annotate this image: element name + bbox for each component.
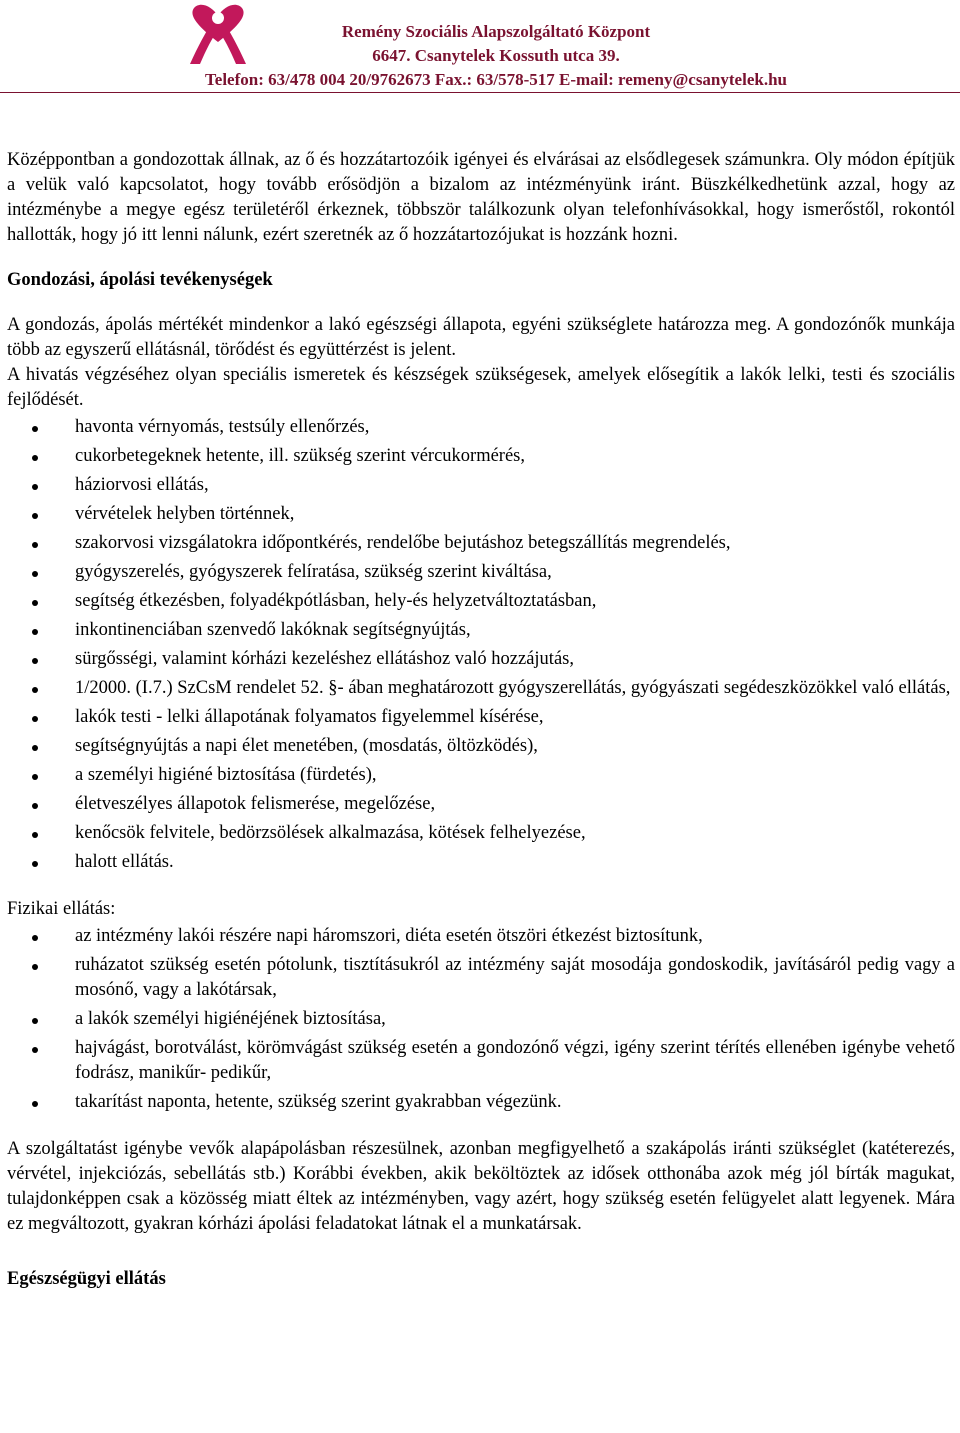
physical-care-list xyxy=(7,922,955,1117)
list-item: havonta vérnyomás, testsúly ellenőrzés, xyxy=(7,413,955,442)
list-item: lakók testi - lelki állapotának folyamatos figyelemmel kísérése, xyxy=(7,703,955,732)
list-item: az intézmény lakói részére napi háromszori, diéta esetén ötszöri étkezést biztosítunk, xyxy=(7,922,955,951)
organization-contact: Telefon: 63/478 004 20/9762673 Fax.: 63/578-517 E-mail: remeny@csanytelek.hu xyxy=(205,70,787,89)
care-paragraph-1: A gondozás, ápolás mértékét mindenkor a lakó egészségi állapota, egyéni szükséglete határozza meg. A gondozónők munkája több az egyszerű ellátásnál, törődést és együttérzést is jelent. xyxy=(7,315,955,360)
list-item: a személyi higiéné biztosítása (fürdetés), xyxy=(7,761,955,790)
list-item: háziorvosi ellátás, xyxy=(7,471,955,500)
organization-name: Remény Szociális Alapszolgáltató Központ xyxy=(341,22,651,41)
list-item: cukorbetegeknek hetente, ill. szükség szerint vércukormérés, xyxy=(7,442,955,471)
list-item: takarítást naponta, hetente, szükség szerint gyakrabban végezünk. xyxy=(7,1088,955,1117)
care-activities-list xyxy=(7,413,955,877)
list-item: szakorvosi vizsgálatokra időpontkérés, rendelőbe bejutáshoz betegszállítás megrendelés, xyxy=(7,529,955,558)
intro-paragraph: Középpontban a gondozottak állnak, az ő és hozzátartozóik igényei és elvárásai az elsődlegesek számunkra. Oly módon építjük a velük való kapcsolatot, hogy tovább erősödjön a bizalom az intézményünk iránt. Büszkélkedhetünk azzal, hogy az intézménybe a megye egész területéről érkeznek, többször találkozunk olyan telefonhívásokkal, hogy ismerőstől, rokontól hallották, hogy jó itt lenni nálunk, ezért szeretnék az ő hozzátartozójukat is hozzánk hozni. xyxy=(7,150,955,245)
health-heading: Egészségügyi ellátás xyxy=(7,1269,166,1289)
document-body xyxy=(7,148,955,1292)
list-item: a lakók személyi higiénéjének biztosítása, xyxy=(7,1005,955,1034)
organization-details xyxy=(146,20,846,92)
list-item: halott ellátás. xyxy=(7,848,955,877)
care-heading: Gondozási, ápolási tevékenységek xyxy=(7,270,273,290)
list-item: sürgősségi, valamint kórházi kezeléshez ellátáshoz való hozzájutás, xyxy=(7,645,955,674)
list-item: hajvágást, borotválást, körömvágást szükség esetén a gondozónő végzi, igény szerint térítés ellenében igénybe vehető fodrász, manikűr- pedikűr, xyxy=(7,1034,955,1088)
organization-address: 6647. Csanytelek Kossuth utca 39. xyxy=(372,46,620,65)
list-item: életveszélyes állapotok felismerése, megelőzése, xyxy=(7,790,955,819)
closing-paragraph: A szolgáltatást igénybe vevők alapápolásban részesülnek, azonban megfigyelhető a szakápolás iránti szükséglet (katéterezés, vérvétel, injekciózás, sebellátás stb.) Korábbi években, akik beköltöztek az idősek otthonába azok még jól bírták magukat, tulajdonképpen csak a közösség miatt éltek az intézményben, vagy azért, hogy szükség esetén felügyelet alatt legyenek. Mára ez megváltozott, gyakran kórházi ápolási feladatokat látnak el a munkatársak. xyxy=(7,1139,955,1234)
letterhead xyxy=(0,0,960,89)
list-item: vérvételek helyben történnek, xyxy=(7,500,955,529)
list-item: segítség étkezésben, folyadékpótlásban, hely-és helyzetváltoztatásban, xyxy=(7,587,955,616)
physical-heading: Fizikai ellátás: xyxy=(7,899,116,919)
list-item: segítségnyújtás a napi élet menetében, (mosdatás, öltözködés), xyxy=(7,732,955,761)
list-item: kenőcsök felvitele, bedörzsölések alkalmazása, kötések felhelyezése, xyxy=(7,819,955,848)
list-item: gyógyszerelés, gyógyszerek felíratása, szükség szerint kiváltása, xyxy=(7,558,955,587)
care-paragraph-2: A hivatás végzéséhez olyan speciális ismeretek és készségek szükségesek, amelyek elősegítik a lakók lelki, testi és szociális fejlődését. xyxy=(7,365,955,410)
header-divider xyxy=(0,92,960,93)
list-item: 1/2000. (I.7.) SzCsM rendelet 52. §- ában meghatározott gyógyszerellátás, gyógyászati segédeszközökkel való ellátás, xyxy=(7,674,955,703)
list-item: inkontinenciában szenvedő lakóknak segítségnyújtás, xyxy=(7,616,955,645)
list-item: ruházatot szükség esetén pótolunk, tisztításukról az intézmény saját mosodája gondoskodik, javításáról pedig vagy a mosónő, vagy a lakótársak, xyxy=(7,951,955,1005)
